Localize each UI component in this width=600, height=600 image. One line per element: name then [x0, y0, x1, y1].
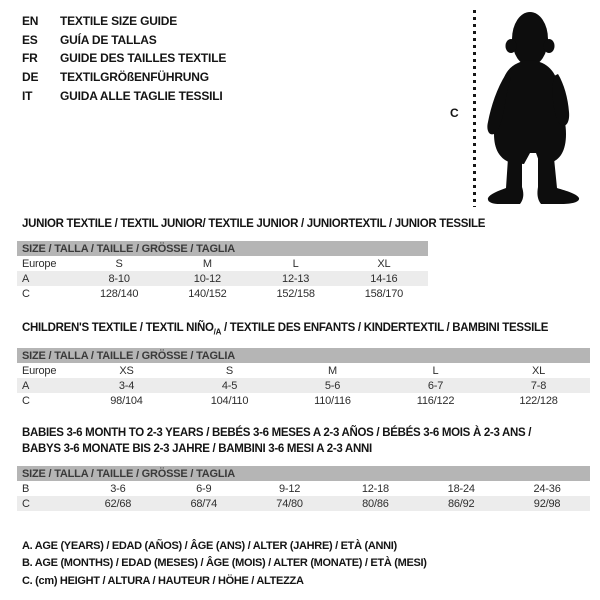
children-title-post: / TEXTILE DES ENFANTS / KINDERTEXTIL / BAMBINI TESSILE [221, 322, 549, 334]
size-header-label: SIZE / TALLA / TAILLE / GRÖSSE / TAGLIA [22, 349, 236, 362]
size-header-row [17, 348, 590, 363]
age-cell: 9-12 [278, 482, 301, 495]
age-cell: 14-16 [370, 272, 398, 285]
row-label: Europe [22, 257, 57, 270]
size-header-row [17, 466, 590, 481]
table-row-europe [17, 363, 590, 378]
height-cell: 86/92 [447, 497, 475, 510]
table-row-age [17, 271, 428, 286]
size-header-row [17, 241, 428, 256]
table-row-age-months [17, 481, 590, 496]
row-label: C [22, 497, 30, 510]
language-row-fr [22, 49, 226, 68]
height-cell: 128/140 [99, 287, 139, 300]
language-code: FR [22, 51, 38, 66]
legend-height-cm: C. (cm) HEIGHT / ALTURA / HAUTEUR / HÖHE / ALTEZZA [22, 574, 304, 587]
height-cell: 68/74 [190, 497, 217, 510]
height-cell: 116/122 [416, 394, 455, 407]
row-label: C [22, 287, 30, 300]
height-cell: 92/98 [533, 497, 561, 510]
age-cell: 12-18 [361, 482, 389, 495]
age-cell: 3-6 [110, 482, 126, 495]
height-cell: 122/128 [519, 394, 558, 407]
height-cell: 110/116 [314, 394, 351, 407]
legend-age-years: A. AGE (YEARS) / EDAD (AÑOS) / ÂGE (ANS) / ALTER (JAHRE) / ETÀ (ANNI) [22, 540, 397, 552]
language-row-en [22, 12, 226, 31]
measure-legend [22, 538, 427, 590]
children-title-sub: /A [213, 327, 222, 337]
height-measure-dotted-line [473, 10, 476, 207]
size-cell: M [328, 364, 337, 377]
age-cell: 5-6 [324, 379, 341, 392]
age-cell: 18-24 [447, 482, 475, 495]
language-title: TEXTILGRÖßENFÜHRUNG [60, 70, 209, 85]
row-label: Europe [22, 364, 57, 377]
toddler-silhouette-icon [484, 8, 588, 208]
junior-table-title: JUNIOR TEXTILE / TEXTIL JUNIOR/ TEXTILE JUNIOR / JUNIORTEXTIL / JUNIOR TESSILE [22, 218, 486, 230]
table-row-height [17, 393, 590, 408]
age-cell: 24-36 [533, 482, 561, 495]
size-cell: S [225, 364, 234, 377]
age-cell: 6-9 [196, 482, 212, 495]
age-cell: 6-7 [427, 379, 444, 392]
language-row-es [22, 31, 226, 50]
age-cell: 7-8 [530, 379, 547, 392]
age-cell: 12-13 [282, 272, 310, 285]
size-header-label: SIZE / TALLA / TAILLE / GRÖSSE / TAGLIA [22, 467, 236, 480]
language-title: GUIDA ALLE TAGLIE TESSILI [60, 88, 223, 103]
language-code: IT [22, 88, 33, 103]
children-size-table [17, 348, 590, 408]
age-cell: 3-4 [118, 379, 135, 392]
children-table-title [22, 321, 548, 340]
height-cell: 80/86 [362, 497, 389, 510]
height-cell: 152/158 [276, 287, 315, 300]
language-row-de [22, 68, 226, 87]
size-cell: XL [531, 364, 546, 377]
age-cell: 10-12 [193, 272, 221, 285]
size-header-label: SIZE / TALLA / TAILLE / GRÖSSE / TAGLIA [22, 242, 236, 255]
height-cell: 74/80 [276, 497, 303, 510]
babies-title-line1: BABIES 3-6 MONTH TO 2-3 YEARS / BEBÉS 3-6 MESES A 2-3 AÑOS / BÉBÉS 3-6 MOIS À 2-3 ANS / [22, 427, 532, 439]
table-row-height [17, 286, 428, 301]
age-cell: 4-5 [221, 379, 238, 392]
height-cell: 140/152 [188, 287, 227, 300]
size-cell: S [115, 257, 123, 270]
size-cell: XL [377, 257, 391, 270]
junior-size-table [17, 241, 428, 301]
row-label: A [22, 272, 30, 285]
height-cell: 98/104 [110, 394, 143, 407]
language-title: TEXTILE SIZE GUIDE [60, 14, 178, 29]
table-row-age [17, 378, 590, 393]
language-title: GUIDE DES TAILLES TEXTILE [60, 51, 227, 66]
language-row-it [22, 86, 226, 105]
language-code: ES [22, 32, 38, 47]
size-cell: L [292, 257, 299, 270]
language-code: DE [22, 70, 39, 85]
language-code: EN [22, 14, 39, 29]
size-cell: M [202, 257, 212, 270]
babies-size-table [17, 466, 590, 511]
height-cell: 62/68 [104, 497, 132, 510]
language-title-list [22, 12, 226, 105]
height-cell: 104/110 [210, 394, 249, 407]
size-cell: XS [119, 364, 134, 377]
row-label: C [22, 394, 30, 407]
legend-age-months: B. AGE (MONTHS) / EDAD (MESES) / ÂGE (MOIS) / ALTER (MONATE) / ETÀ (MESI) [22, 557, 427, 570]
table-row-europe [17, 256, 428, 271]
babies-table-title [22, 426, 531, 457]
row-label: A [22, 379, 30, 392]
size-cell: L [432, 364, 439, 377]
age-cell: 8-10 [108, 272, 130, 285]
height-measure-label: C [450, 106, 459, 120]
table-row-height [17, 496, 590, 511]
language-title: GUÍA DE TALLAS [60, 32, 157, 47]
row-label: B [22, 482, 30, 495]
babies-title-line2: BABYS 3-6 MONATE BIS 2-3 JAHRE / BAMBINI 3-6 MESI A 2-3 ANNI [22, 442, 372, 455]
height-cell: 158/170 [364, 287, 404, 300]
children-title-pre: CHILDREN'S TEXTILE / TEXTIL NIÑO [22, 322, 214, 334]
